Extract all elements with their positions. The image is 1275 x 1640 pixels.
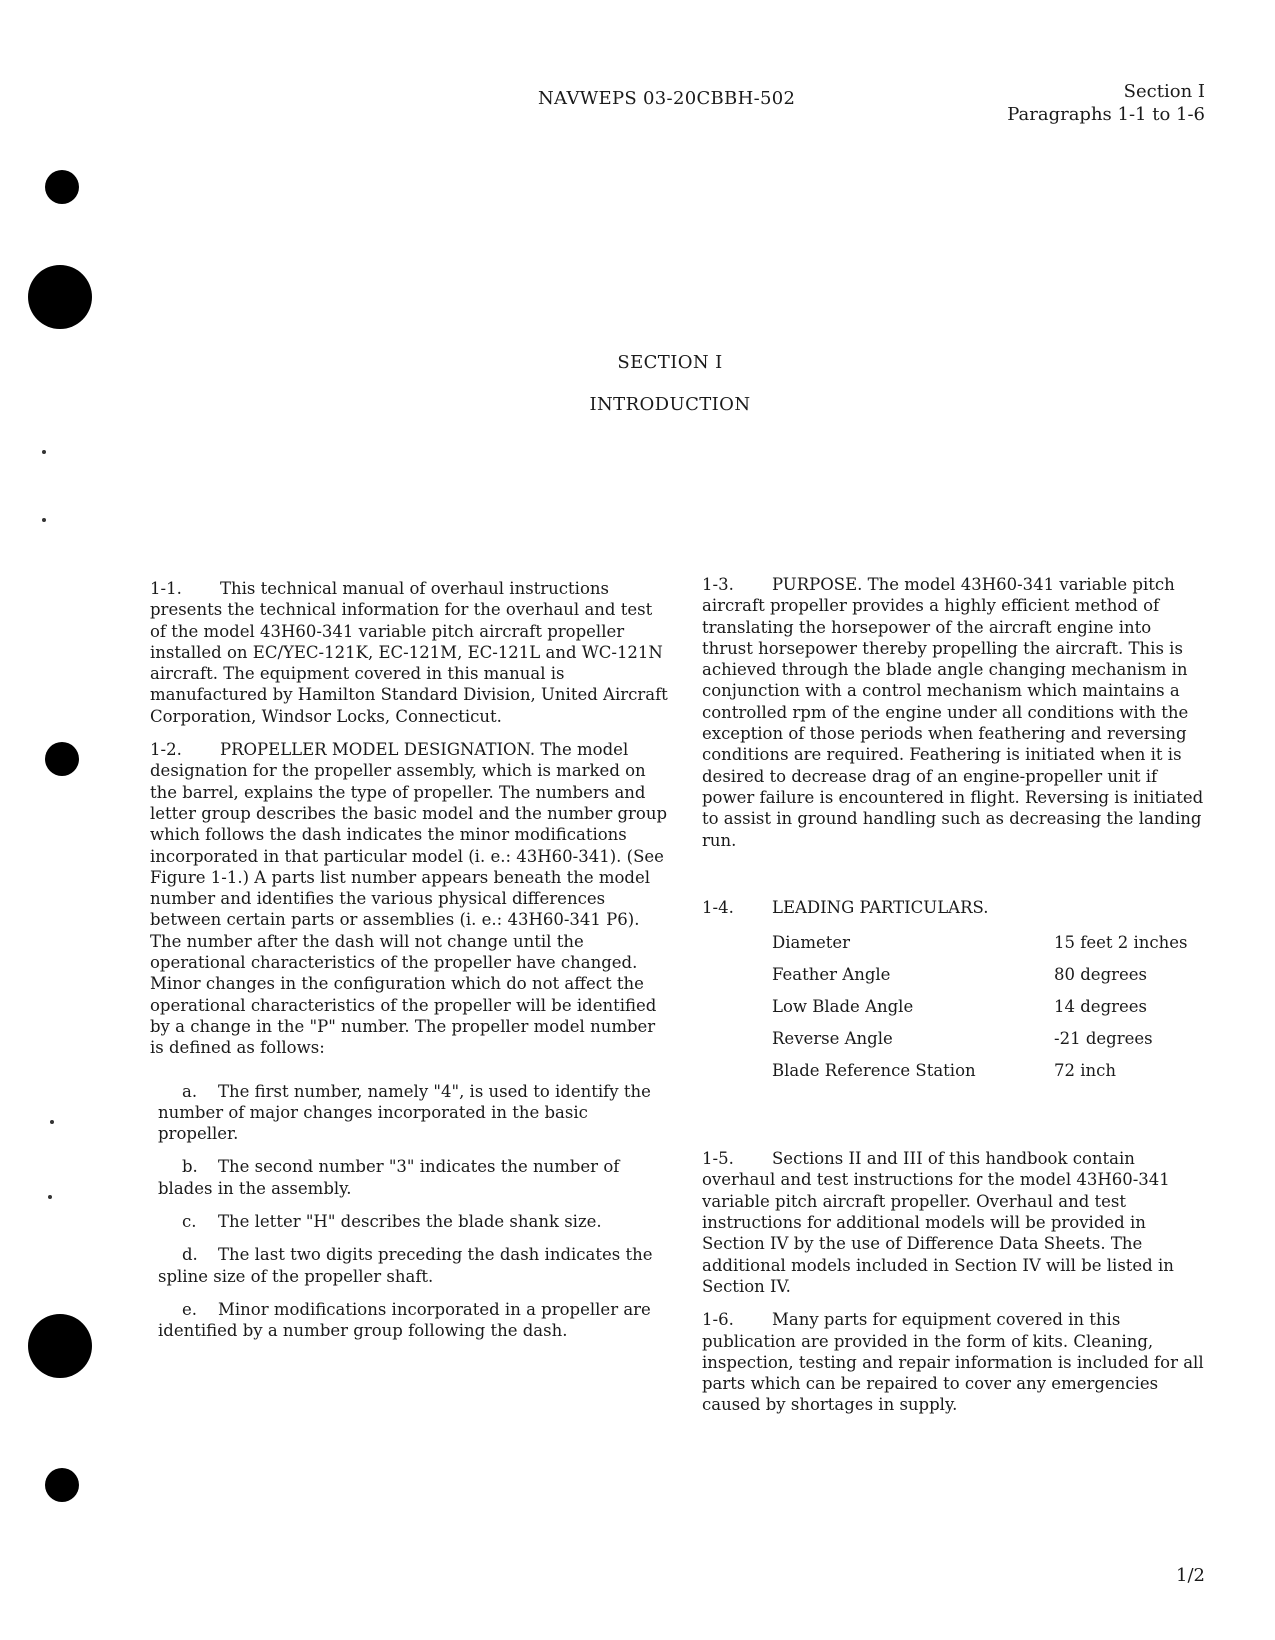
document-number: NAVWEPS 03-20CBBH-502 bbox=[538, 88, 796, 109]
paragraph-number: 1-3. bbox=[702, 575, 734, 594]
particular-label: Reverse Angle bbox=[772, 1028, 893, 1048]
paragraph-number: 1-5. bbox=[702, 1149, 734, 1169]
table-row bbox=[772, 1054, 1207, 1086]
sub-item-label: b. bbox=[182, 1157, 198, 1177]
sub-item-text: The first number, namely "4", is used to identify the number of major changes incorporated in the basic propeller. bbox=[158, 1081, 651, 1144]
punch-hole-1 bbox=[45, 170, 79, 204]
margin-speck bbox=[50, 1120, 54, 1124]
table-row bbox=[772, 990, 1207, 1022]
paragraph-text: Many parts for equipment covered in this publication are provided in the form of kits. Cleaning, inspection, testing and repair information is included for all parts which can be repaired to cover any emergencies caused by shortages in supply. bbox=[702, 1310, 1204, 1415]
sub-item-d bbox=[150, 1244, 670, 1287]
sub-item-text: The second number "3" indicates the number of blades in the assembly. bbox=[158, 1157, 620, 1198]
paragraph-text: The model 43H60-341 variable pitch aircraft propeller provides a highly efficient method of translating the horsepower of the aircraft engine into thrust horsepower thereby propelling the aircraft. This is achieved through the blade angle changing mechanism in conjunction with a control mechanism which maintains a controlled rpm of the engine under all conditions with the exception of those periods when feathering and reversing conditions are required. Feathering is initiated when it is desired to decrease drag of an engine-propeller unit if power failure is encountered in flight. Reversing is initiated to assist in ground handling such as decreasing the landing run. bbox=[702, 575, 1204, 850]
paragraph-number: 1-2. bbox=[150, 740, 182, 760]
particular-value: 80 degrees bbox=[1054, 964, 1148, 984]
paragraph-heading: LEADING PARTICULARS. bbox=[772, 897, 989, 917]
particular-label: Blade Reference Station bbox=[772, 1060, 976, 1080]
table-row bbox=[772, 958, 1207, 990]
sub-item-label: c. bbox=[182, 1212, 197, 1232]
sub-item-a bbox=[150, 1081, 670, 1145]
punch-hole-3 bbox=[45, 742, 79, 776]
sub-item-b bbox=[150, 1156, 670, 1199]
paragraph-1-5 bbox=[702, 1148, 1207, 1297]
paragraph-text: Sections II and III of this handbook contain overhaul and test instructions for the model 43H60-341 variable pitch aircraft propeller. Overhaul and test instructions for additional models will be provided in Section IV by the use of Difference Data Sheets. The additional models included in Section IV will be listed in Section IV. bbox=[702, 1149, 1174, 1296]
paragraph-1-1 bbox=[150, 578, 670, 727]
particular-value: 72 inch bbox=[1054, 1060, 1117, 1080]
particular-label: Feather Angle bbox=[772, 964, 891, 984]
particular-value: -21 degrees bbox=[1054, 1028, 1153, 1048]
paragraph-number: 1-1. bbox=[150, 579, 182, 598]
sub-item-e bbox=[150, 1299, 670, 1342]
table-row bbox=[772, 1022, 1207, 1054]
particular-label: Low Blade Angle bbox=[772, 996, 914, 1016]
margin-speck bbox=[42, 450, 46, 454]
sub-item-text: Minor modifications incorporated in a propeller are identified by a number group following the dash. bbox=[158, 1299, 651, 1341]
section-name: INTRODUCTION bbox=[589, 394, 751, 415]
particular-value: 14 degrees bbox=[1054, 996, 1148, 1016]
punch-hole-5 bbox=[45, 1468, 79, 1502]
paragraph-text: The model designation for the propeller assembly, which is marked on the barrel, explains the type of propeller. The numbers and letter group describes the basic model and the number group which follows the dash indicates the minor modifications incorporated in that particular model (i. e.: 43H60-341). (See Figure 1-1.) A parts list number appears beneath the model number and identifies the various physical differences between certain parts or assemblies (i. e.: 43H60-341 P6). The number after the dash will not change until the operational characteristics of the propeller have changed. Minor changes in the configuration which do not affect the operational characteristics of the propeller will be identified by a change in the "P" number. The propeller model number is defined as follows: bbox=[150, 740, 668, 1058]
page-number: 1/2 bbox=[1176, 1565, 1205, 1586]
leading-particulars-table bbox=[702, 926, 1207, 1086]
section-title: SECTION I bbox=[617, 352, 723, 373]
paragraph-heading: PURPOSE. bbox=[772, 575, 863, 594]
margin-speck bbox=[42, 518, 46, 522]
paragraph-number: 1-4. bbox=[702, 897, 734, 917]
particular-label: Diameter bbox=[772, 932, 851, 952]
paragraph-heading: PROPELLER MODEL DESIGNATION. bbox=[220, 740, 536, 760]
section-label: Section I bbox=[1123, 81, 1205, 102]
sub-item-text: The letter "H" describes the blade shank size. bbox=[218, 1212, 602, 1232]
sub-item-text: The last two digits preceding the dash indicates the spline size of the propeller shaft. bbox=[158, 1245, 653, 1286]
right-column bbox=[702, 574, 1207, 1428]
sub-item-label: d. bbox=[182, 1245, 198, 1265]
paragraph-1-4 bbox=[702, 897, 1207, 918]
punch-hole-4 bbox=[28, 1314, 92, 1378]
paragraphs-label: Paragraphs 1-1 to 1-6 bbox=[1007, 104, 1205, 125]
paragraph-number: 1-6. bbox=[702, 1310, 734, 1330]
paragraph-1-3 bbox=[702, 574, 1207, 851]
left-column bbox=[150, 578, 670, 1354]
section-reference bbox=[1007, 80, 1205, 126]
table-row bbox=[772, 926, 1207, 958]
sub-item-label: a. bbox=[182, 1081, 198, 1101]
punch-hole-2 bbox=[28, 265, 92, 329]
paragraph-text: This technical manual of overhaul instructions presents the technical information for the overhaul and test of the model 43H60-341 variable pitch aircraft propeller installed on EC/YEC-121K, EC-121M, EC-121L and WC-121N aircraft. The equipment covered in this manual is manufactured by Hamilton Standard Division, United Aircraft Corporation, Windsor Locks, Connecticut. bbox=[150, 579, 668, 726]
margin-speck bbox=[48, 1195, 52, 1199]
paragraph-1-6 bbox=[702, 1309, 1207, 1415]
particular-value: 15 feet 2 inches bbox=[1054, 932, 1188, 952]
paragraph-1-2 bbox=[150, 739, 670, 1058]
sub-item-c bbox=[150, 1211, 670, 1232]
sub-item-label: e. bbox=[182, 1299, 198, 1319]
